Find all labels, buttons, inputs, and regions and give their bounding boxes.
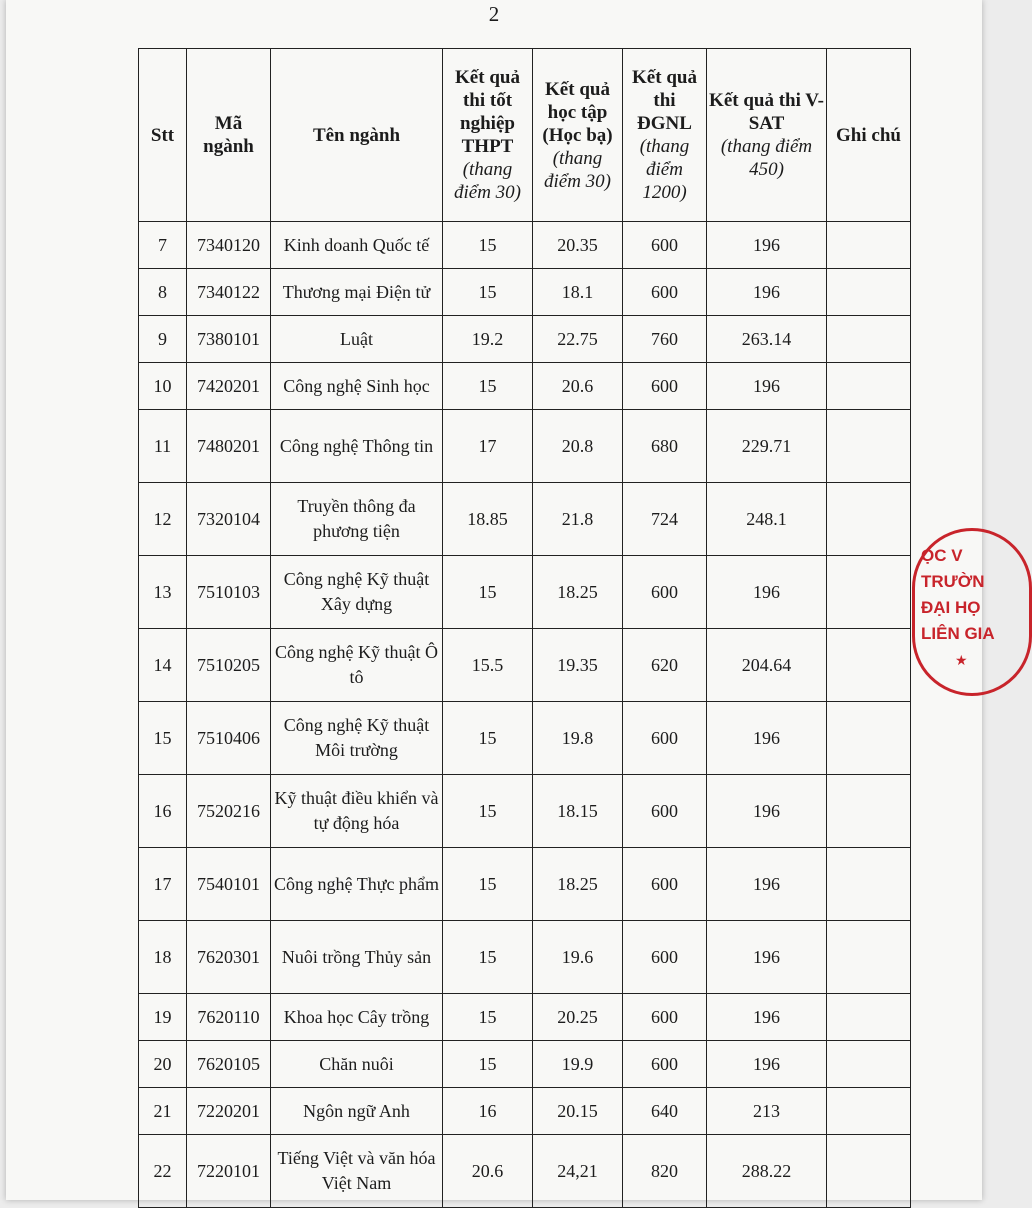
cell-ghi-chu [827,483,911,556]
cell-ma-nganh: 7420201 [187,363,271,410]
admission-scores-table [138,48,911,1208]
cell-dgnl: 600 [623,1041,707,1088]
header-vsat-main: Kết quả thi V-SAT [709,90,824,134]
header-vsat-note: (thang điểm 450) [720,136,813,180]
cell-ghi-chu [827,363,911,410]
cell-stt: 18 [139,921,187,994]
header-thpt-main: Kết quả thi tốt nghiệp THPT [455,67,520,157]
cell-ten-nganh: Tiếng Việt và văn hóa Việt Nam [271,1135,443,1208]
cell-stt: 21 [139,1088,187,1135]
table-row [139,994,911,1041]
table-row [139,222,911,269]
stamp-line: LIÊN GIA [921,624,995,643]
cell-ten-nganh: Khoa học Cây trồng [271,994,443,1041]
cell-vsat: 204.64 [707,629,827,702]
cell-ten-nganh: Công nghệ Thông tin [271,410,443,483]
cell-thpt: 15 [443,702,533,775]
table-row [139,702,911,775]
cell-vsat: 196 [707,269,827,316]
cell-ghi-chu [827,1088,911,1135]
cell-stt: 22 [139,1135,187,1208]
cell-stt: 12 [139,483,187,556]
cell-ghi-chu [827,556,911,629]
table-row [139,848,911,921]
cell-ma-nganh: 7620301 [187,921,271,994]
cell-stt: 8 [139,269,187,316]
stamp-line: ỌC V [921,546,963,565]
cell-ma-nganh: 7480201 [187,410,271,483]
cell-ma-nganh: 7220101 [187,1135,271,1208]
cell-ghi-chu [827,775,911,848]
header-ten-nganh: Tên ngành [271,49,443,222]
header-hoc-ba-main: Kết quả học tập (Học bạ) [542,78,613,146]
cell-thpt: 15 [443,994,533,1041]
cell-ma-nganh: 7220201 [187,1088,271,1135]
cell-hoc-ba: 20.25 [533,994,623,1041]
cell-hoc-ba: 22.75 [533,316,623,363]
cell-stt: 9 [139,316,187,363]
cell-ghi-chu [827,848,911,921]
cell-stt: 17 [139,848,187,921]
cell-stt: 13 [139,556,187,629]
cell-stt: 20 [139,1041,187,1088]
cell-hoc-ba: 18.15 [533,775,623,848]
cell-vsat: 196 [707,994,827,1041]
cell-ghi-chu [827,316,911,363]
table-row [139,629,911,702]
header-ma-nganh: Mã ngành [187,49,271,222]
header-thpt-note: (thang điểm 30) [453,159,521,203]
cell-thpt: 15 [443,775,533,848]
cell-thpt: 15 [443,222,533,269]
header-dgnl-main: Kết quả thi ĐGNL [632,67,697,134]
header-thpt [443,49,533,222]
cell-vsat: 248.1 [707,483,827,556]
cell-ten-nganh: Kinh doanh Quốc tế [271,222,443,269]
cell-ghi-chu [827,1135,911,1208]
red-seal-stamp [912,528,1032,696]
cell-ma-nganh: 7510406 [187,702,271,775]
cell-dgnl: 620 [623,629,707,702]
cell-thpt: 15 [443,848,533,921]
cell-stt: 10 [139,363,187,410]
cell-dgnl: 600 [623,921,707,994]
table-row [139,410,911,483]
table-header-row [139,49,911,222]
table-row [139,1135,911,1208]
cell-hoc-ba: 20.8 [533,410,623,483]
cell-dgnl: 820 [623,1135,707,1208]
cell-vsat: 263.14 [707,316,827,363]
cell-ma-nganh: 7340122 [187,269,271,316]
cell-hoc-ba: 19.6 [533,921,623,994]
cell-vsat: 196 [707,363,827,410]
cell-vsat: 288.22 [707,1135,827,1208]
cell-ten-nganh: Thương mại Điện tử [271,269,443,316]
table-body [139,222,911,1208]
cell-hoc-ba: 19.9 [533,1041,623,1088]
cell-stt: 15 [139,702,187,775]
cell-dgnl: 600 [623,269,707,316]
page-number: 2 [488,2,500,26]
cell-ten-nganh: Công nghệ Kỹ thuật Ô tô [271,629,443,702]
table-row [139,363,911,410]
cell-vsat: 196 [707,556,827,629]
cell-thpt: 16 [443,1088,533,1135]
cell-ma-nganh: 7380101 [187,316,271,363]
cell-dgnl: 600 [623,222,707,269]
cell-ghi-chu [827,994,911,1041]
header-hoc-ba-note: (thang điểm 30) [543,147,611,192]
cell-dgnl: 600 [623,363,707,410]
header-dgnl-note: (thang điểm 1200) [639,136,690,203]
cell-vsat: 196 [707,702,827,775]
cell-stt: 14 [139,629,187,702]
cell-hoc-ba: 24,21 [533,1135,623,1208]
cell-ten-nganh: Ngôn ngữ Anh [271,1088,443,1135]
cell-ma-nganh: 7510103 [187,556,271,629]
cell-ghi-chu [827,410,911,483]
cell-hoc-ba: 19.8 [533,702,623,775]
cell-dgnl: 640 [623,1088,707,1135]
header-ghi-chu: Ghi chú [827,49,911,222]
cell-dgnl: 600 [623,994,707,1041]
cell-dgnl: 680 [623,410,707,483]
cell-ten-nganh: Công nghệ Sinh học [271,363,443,410]
cell-ten-nganh: Luật [271,316,443,363]
table-row [139,921,911,994]
cell-thpt: 15 [443,363,533,410]
cell-ten-nganh: Công nghệ Thực phẩm [271,848,443,921]
cell-thpt: 15 [443,556,533,629]
cell-stt: 11 [139,410,187,483]
cell-ten-nganh: Công nghệ Kỹ thuật Xây dựng [271,556,443,629]
table-row [139,775,911,848]
cell-ten-nganh: Nuôi trồng Thủy sản [271,921,443,994]
header-hoc-ba [533,49,623,222]
cell-ma-nganh: 7620110 [187,994,271,1041]
cell-hoc-ba: 20.35 [533,222,623,269]
cell-ghi-chu [827,269,911,316]
cell-ma-nganh: 7340120 [187,222,271,269]
cell-ma-nganh: 7320104 [187,483,271,556]
cell-ma-nganh: 7520216 [187,775,271,848]
table-row [139,483,911,556]
cell-dgnl: 760 [623,316,707,363]
cell-dgnl: 600 [623,775,707,848]
stamp-line: ĐẠI HỌ [921,598,981,617]
cell-vsat: 196 [707,775,827,848]
table-row [139,556,911,629]
cell-hoc-ba: 20.15 [533,1088,623,1135]
stamp-line: TRƯỜN [921,572,985,591]
cell-stt: 7 [139,222,187,269]
cell-dgnl: 600 [623,702,707,775]
cell-ghi-chu [827,1041,911,1088]
cell-ma-nganh: 7510205 [187,629,271,702]
cell-thpt: 17 [443,410,533,483]
cell-thpt: 15 [443,1041,533,1088]
cell-ghi-chu [827,629,911,702]
cell-thpt: 19.2 [443,316,533,363]
cell-hoc-ba: 21.8 [533,483,623,556]
header-stt: Stt [139,49,187,222]
cell-hoc-ba: 18.25 [533,848,623,921]
cell-ma-nganh: 7620105 [187,1041,271,1088]
header-dgnl [623,49,707,222]
table-row [139,269,911,316]
cell-dgnl: 724 [623,483,707,556]
cell-hoc-ba: 20.6 [533,363,623,410]
cell-thpt: 15.5 [443,629,533,702]
cell-ghi-chu [827,921,911,994]
cell-vsat: 196 [707,222,827,269]
cell-thpt: 18.85 [443,483,533,556]
cell-ma-nganh: 7540101 [187,848,271,921]
cell-vsat: 196 [707,848,827,921]
document-page [6,0,995,1200]
cell-vsat: 213 [707,1088,827,1135]
cell-hoc-ba: 19.35 [533,629,623,702]
cell-vsat: 196 [707,1041,827,1088]
cell-ghi-chu [827,222,911,269]
cell-vsat: 229.71 [707,410,827,483]
table-row [139,1041,911,1088]
cell-ten-nganh: Truyền thông đa phương tiện [271,483,443,556]
cell-ghi-chu [827,702,911,775]
cell-hoc-ba: 18.1 [533,269,623,316]
cell-stt: 16 [139,775,187,848]
table-row [139,316,911,363]
cell-ten-nganh: Kỹ thuật điều khiển và tự động hóa [271,775,443,848]
cell-vsat: 196 [707,921,827,994]
cell-thpt: 15 [443,921,533,994]
cell-thpt: 20.6 [443,1135,533,1208]
header-vsat [707,49,827,222]
star-icon: ★ [955,652,968,668]
cell-dgnl: 600 [623,848,707,921]
cell-hoc-ba: 18.25 [533,556,623,629]
cell-thpt: 15 [443,269,533,316]
cell-ten-nganh: Chăn nuôi [271,1041,443,1088]
cell-stt: 19 [139,994,187,1041]
cell-dgnl: 600 [623,556,707,629]
table-row [139,1088,911,1135]
cell-ten-nganh: Công nghệ Kỹ thuật Môi trường [271,702,443,775]
